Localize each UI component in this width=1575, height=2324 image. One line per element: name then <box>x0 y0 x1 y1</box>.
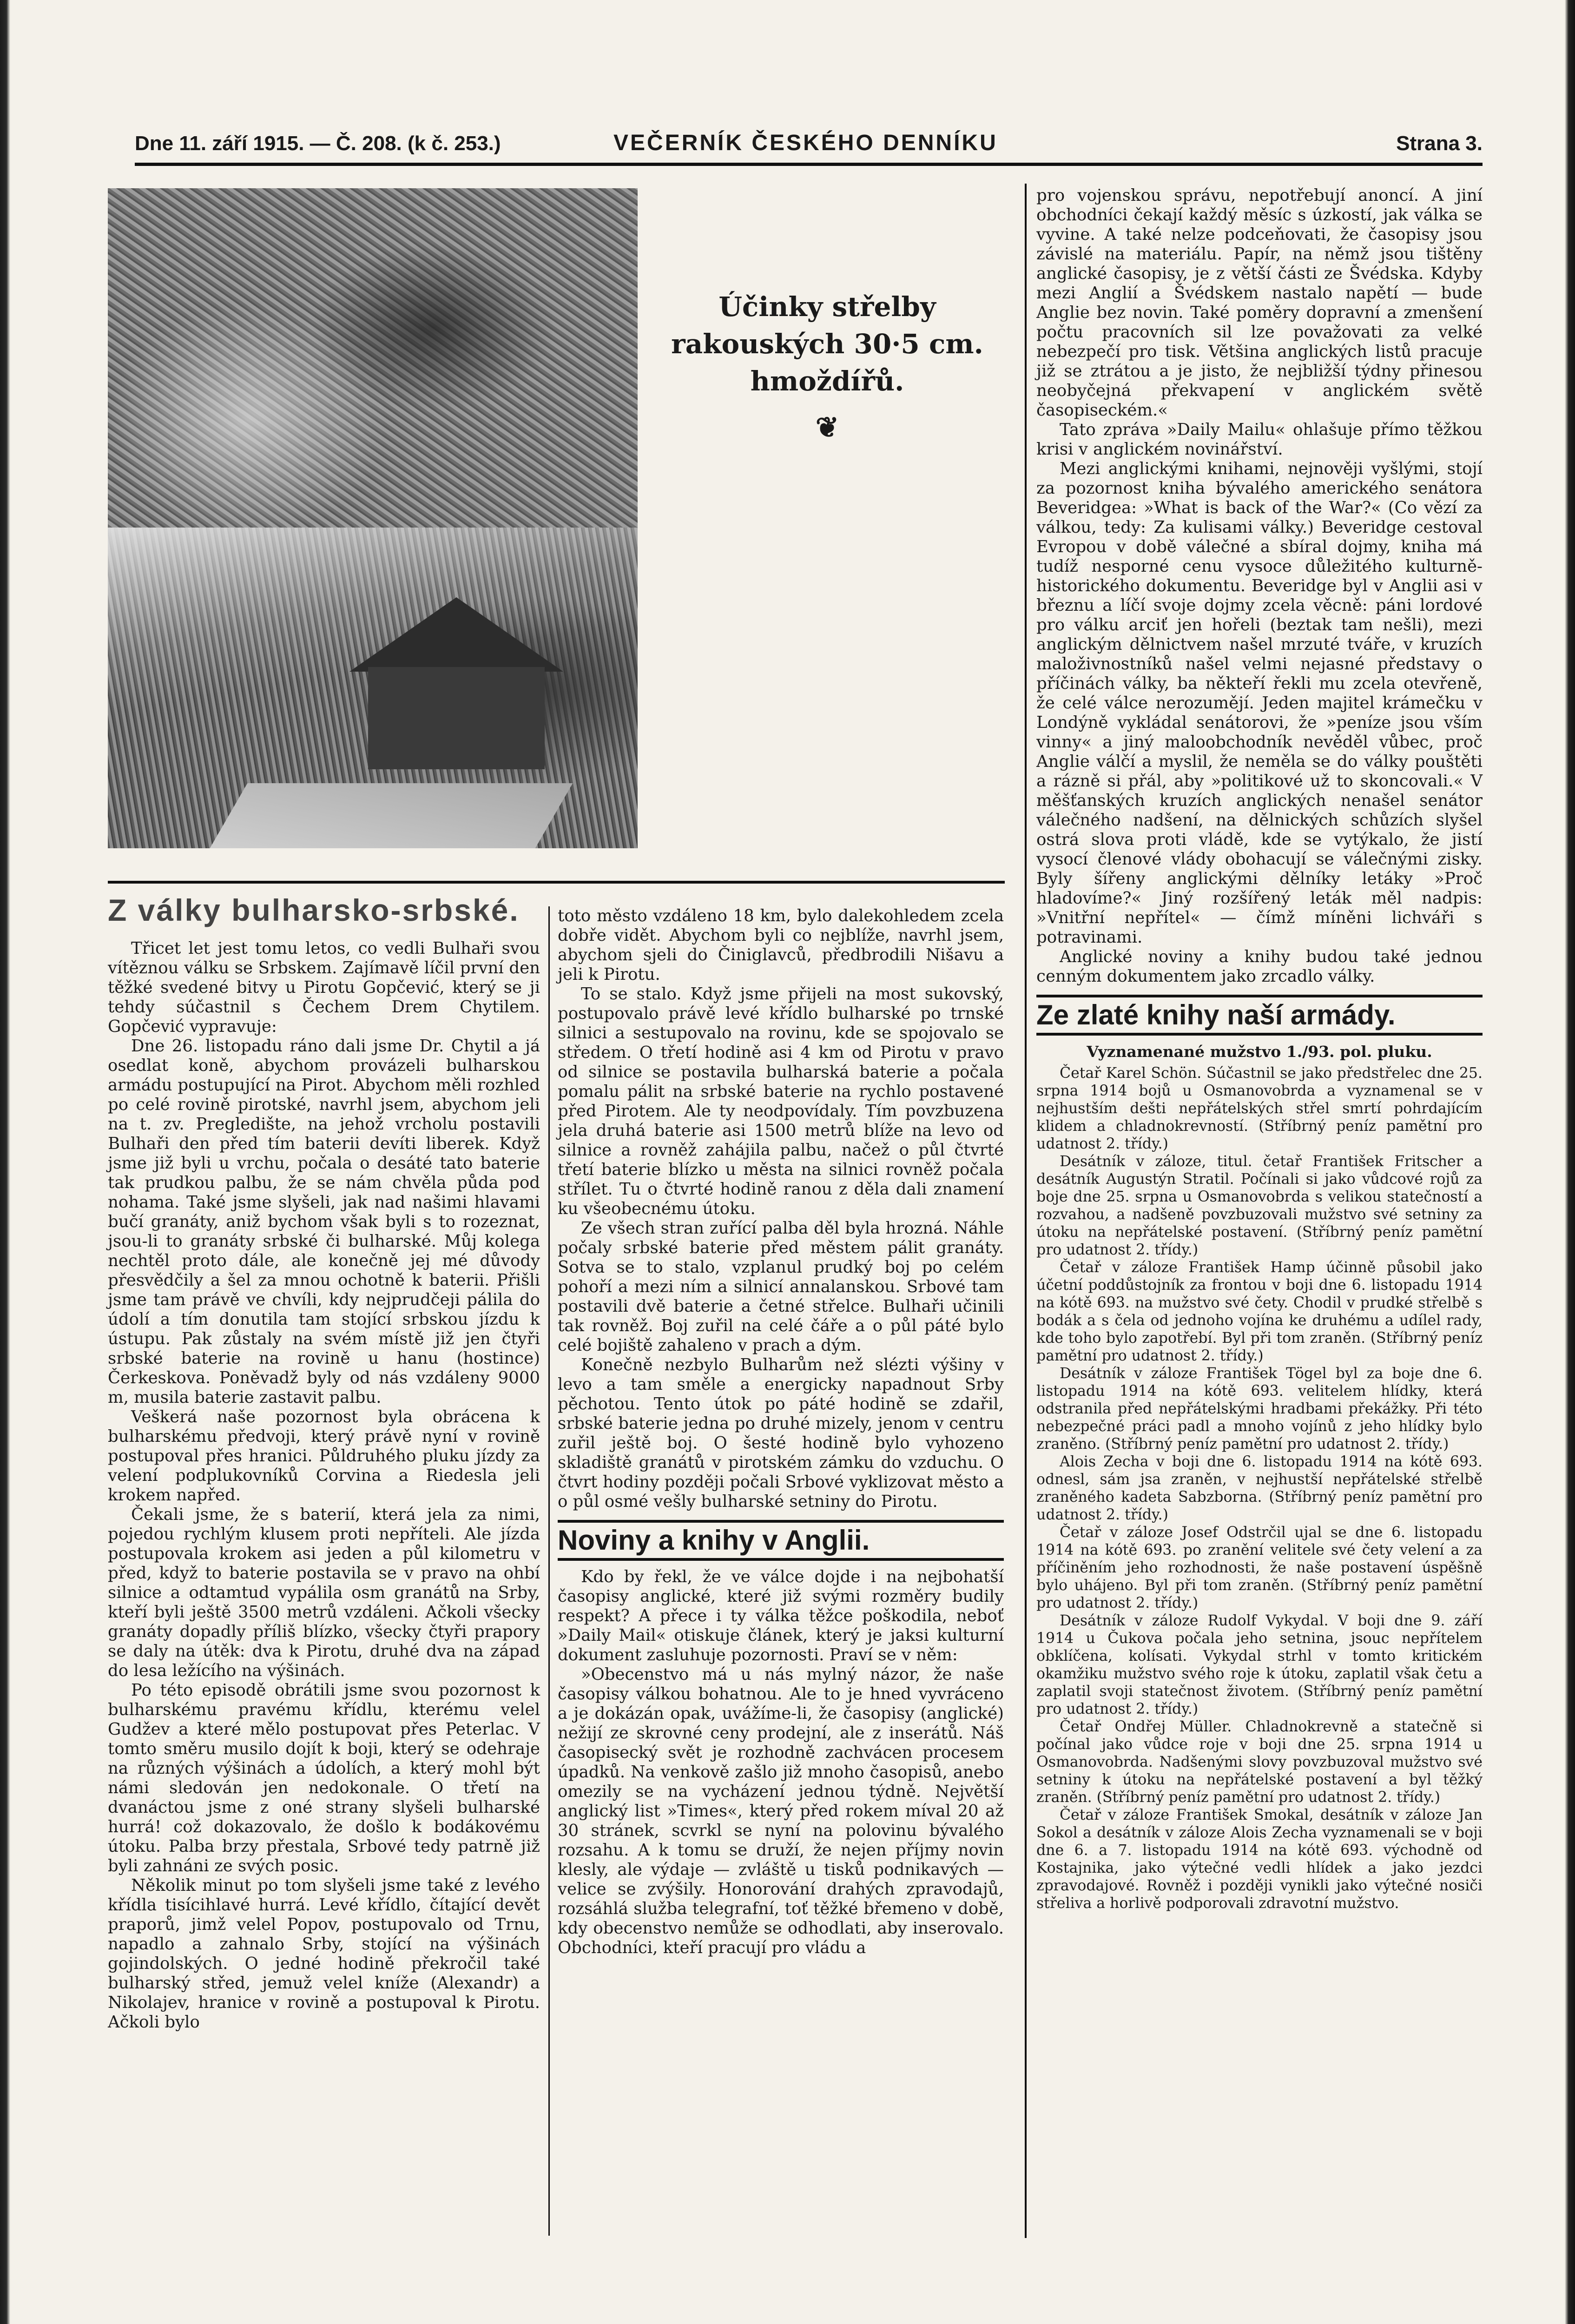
photo-house-shape <box>368 667 545 769</box>
masthead <box>135 130 1483 166</box>
section-divider <box>108 881 1005 884</box>
article-paragraph: Konečně nezbylo Bulharům než slézti výšiny v levo a tam směle a energicky napadnout Srby pěchotou. Tento útok po páté hodině se zdařil, srbské baterie jedna po druhé mizely, jenom v centru zuřil ještě boj. O šesté hodině bylo vyhozeno skladiště granátů v pirotském zámku do vzduchu. O čtvrt hodiny později počali Srbové vyklizovat město a o půl osmé vešly bulharské setniny do Pirotu. <box>558 1355 1004 1511</box>
issue-date: Dne 11. září 1915. — Č. 208. (k č. 253.) <box>135 132 501 155</box>
article-paragraph: Čekali jsme, že s baterií, která jela za nimi, pojedou rychlým klusem proti nepříteli. Ale jízda postupovala krokem asi jeden a půl kilometru v před, když to baterie postavila se v pravo na ohbí silnice a odtamtud vypálila osm granátů na Srby, kteří byli ještě 3500 metrů vzdáleni. Ačkoli všecky granáty dopadly příliš blízko, všecky čtyři prapory se daly na útěk: dva k Pirotu, druhé dva na západ do lesa ležícího na výšinách. <box>108 1505 540 1680</box>
article-title: Ze zlaté knihy naší armády. <box>1036 995 1483 1036</box>
honor-entry: Četař Ondřej Müller. Chladnokrevně a statečně si počínal jako vůdce roje v boji dne 25. srpna 1914 u Osmanovobrda. Nadšenými slovy povzbuzoval mužstvo své setniny k útoku na nepřátelské postavení a byl těžký zraněn. (Stříbrný peníz pamětní pro udatnost 2. třídy.) <box>1036 1718 1483 1806</box>
article-paragraph: Dne 26. listopadu ráno dali jsme Dr. Chytil a já osedlat koně, abychom provázeli bulharskou armádu postupující na Pirot. Abychom měli rozhled po celé rovině pirotské, navrhl jsem, abychom jeli na t. zv. Pregledište, na jehož vrcholu postavili Bulhaři den před tím baterii devíti liberek. Když jsme již byli u vrchu, počala o desáté tato baterie tak prudkou palbu, že se nám chvěla půda pod nohama. Také jsme slyšeli, jak nad našimi hlavami bučí granáty, aniž bychom však byli s to rozeznat, jsou-li to granáty srbské či bulharské. Můj kolega nechtěl proto dále, ale konečně jej mé důvody přesvědčily a šel za mnou ochotně k baterii. Přišli jsme tam právě ve chvíli, kdy nejprudčeji pálila do údolí a tím donutila tam stojící srbskou jízdu k ústupu. Pak zůstaly na svém místě již jen čtyři srbské baterie na rovině u hanu (hostince) Čerkeskova. Poněvadž byly od nás vzdáleny 9000 m, musila baterie zastavit palbu. <box>108 1037 540 1407</box>
honor-entry: Četař v záloze František Hamp účinně působil jako účetní poddůstojník za frontou v boji dne 6. listopadu 1914 na kótě 693. na mužstvo své čety. Chodil v prudké střelbě s bodák a s čela od jednoho vojína ke druhému a udílel rady, kde toho bylo zapotřebí. Byl při tom zraněn. (Stříbrný peníz pamětní pro udatnost 2. třídy.) <box>1036 1259 1483 1364</box>
article-paragraph: Tato zpráva »Daily Mailu« ohlašuje přímo těžkou krisi v anglickém novinářství. <box>1036 420 1483 459</box>
article-paragraph: Anglické noviny a knihy budou také jednou cenným dokumentem jako zrcadlo války. <box>1036 947 1483 986</box>
honor-entry: Četař v záloze František Smokal, desátník v záloze Jan Sokol a desátník v záloze Alois Zecha vyznamenali se v boji dne 6. a 7. listopadu 1914 na kótě 693. východně od Kostajnika, jako výtečné vedli hlídek a jako jezdci zpravodajové. Rovněž i později vynikli jako výtečné nosiči střeliva a horlivě podporovali zdravotní mužstvo. <box>1036 1807 1483 1912</box>
article-paragraph: Třicet let jest tomu letos, co vedli Bulhaři svou vítěznou válku se Srbskem. Zajímavě líčil první den těžké svedené bitvy u Pirotu Gopčević, který se ji tehdy súčastnil s Čechem Drem Chytilem. Gopčević vypravuje: <box>108 939 540 1036</box>
column-rule <box>548 906 550 2236</box>
caption-line: Účinky střelby <box>718 291 936 323</box>
honor-entry: Četař v záloze Josef Odstrčil ujal se dne 6. listopadu 1914 na kótě 693. po zranění velitele své čety velení a za příčiněním jeho rozhodnosti, že naše postavení úspěšně bylo uhájeno. Byl při tom zraněn. (Stříbrný peníz pamětní pro udatnost 2. třídy.) <box>1036 1524 1483 1611</box>
article-paragraph: Po této episodě obrátili jsme svou pozornost k bulharskému pravému křídlu, kterému velel Gudžev a které mělo postupovat přes Peterlac. V tomto směru musilo dojít k boji, který se odehraje na různých výšinách a údolích, a který mohl být námi sledován jen nedokonale. O třetí na dvanáctou jsme z oné strany slyšeli bulharské hurrá! což dokazovalo, že došlo k bodákovému útoku. Palba brzy přestala, Srbové tedy patrně již byli zahnáni ze svých posic. <box>108 1681 540 1875</box>
article-title: Z války bulharsko-srbské. <box>108 893 520 927</box>
article-column-2 <box>558 906 1004 1958</box>
page-number: Strana 3. <box>1396 132 1483 155</box>
article-paragraph: Mezi anglickými knihami, nejnověji vyšlými, stojí za pozornost kniha bývalého amerického senátora Beveridgea: »What is back of the War?« (Co vězí za válkou, tedy: Za kulisami války.) Beveridge cestoval Evropou v době válečné a sbíral dojmy, kniha má tudíž nesporné cenu vysoce důležitého kulturně-historického dokumentu. Beveridge byl v Anglii asi v březnu a líčí svoje dojmy zcela věcně: páni lordové pro válku arciť jen hořeli (beztak tam nešli), mezi anglickým dělnictvem našel mrzuté tváře, v kruzích maloživnostníků našel velmi nejasné představy o příčinách války, ba někteří řekli mu zcela otevřeně, že celé válce nerozumějí. Jeden majitel krámečku v Londýně vykládal senátorovi, že »peníze jsou vším vinny« a jiný maloobchodník nevěděl vůbec, proč Anglie válčí a myslil, že neměla se do války pouštěti a rázně si přál, aby »politikové už to skoncovali.« V měšťanských kruzích anglických nenašel senátor válečného nadšení, na dělnických schůzích slyšel ostrá slova proti vládě, kde se vytýkalo, že jistí vysocí členové vlády obohacují se válečnými zisky. Byly šířeny anglickými dělníky letáky »Proč hladovíme?« Jiný rozšířený leták měl nadpis: »Vnitřní nepřítel« — čímž míněni lichváři s potravinami. <box>1036 459 1483 947</box>
article-column-3 <box>1036 186 1483 1912</box>
article-paragraph: Několik minut po tom slyšeli jsme také z levého křídla tisícihlavé hurrá. Levé křídlo, čítající devět praporů, jimž velel Popov, postupovalo od Trnu, napadlo a zahnalo Srby, stojící na výšinách gojindolských. O jedné hodině překročil také bulharský střed, jemuž velel kníže (Alexandr) a Nikolajev, hranice v rovině a postupoval k Pirotu. Ačkoli bylo <box>108 1876 540 2032</box>
article-title: Noviny a knihy v Anglii. <box>558 1520 1004 1561</box>
article-paragraph: »Obecenstvo má u nás mylný názor, že naše časopisy válkou bohatnou. Ale to je hned vyvráceno a je dokázán opak, uvážíme-li, že časopisy (anglické) nežijí ze skrovné ceny prodejní, ale z inserátů. Náš časopisecký svět je rozhodně zachvácen procesem úpadků. Na venkově zašlo již mnoho časopisů, anebo omezily se na vycházení jednou týdně. Největší anglický list »Times«, který před rokem míval 20 až 30 stránek, scvrkl se nyní na polovinu bývalého rozsahu. A k tomu se druží, že nejen příjmy novin klesly, ale výdaje — zvláště u tisků podnikavých — velice se zvýšily. Honorování drahých zpravodajů, rozsáhlá služba telegrafní, toť těžké břemeno v době, kdy obecenstvo nemůže se odhodlati, aby inserovalo. Obchodníci, kteří pracují pro vládu a <box>558 1665 1004 1957</box>
article-paragraph: pro vojenskou správu, nepotřebují anoncí. A jiní obchodníci čekají každý měsíc s úzkostí, jak válka se vyvine. A také nelze podceňovati, že časopisy jsou závislé na materiálu. Papír, na němž jsou tištěny anglické časopisy, je z větší části ze Švédska. Kdyby mezi Anglií a Švédskem nastalo napětí — bude Anglie bez novin. Také poměry dopravní a zmenšení počtu pracovních sil lze považovati za velké nebezpečí pro tisk. Většina anglických listů pracuje již se ztrátou a je jisto, že nejbližší týdny přinesou neobyčejná překvapení v anglickém světě časopiseckém.« <box>1036 186 1483 420</box>
column-rule <box>1025 184 1027 2238</box>
honor-entry: Desátník v záloze František Tögel byl za boje dne 6. listopadu 1914 na kótě 693. velitelem hlídky, která odstranila před nepřátelskými hradbami překážky. Při této nebezpečné práci padl a mnoho vojínů z jeho hlídky bylo zraněno. (Stříbrný peníz pamětní pro udatnost 2. třídy.) <box>1036 1365 1483 1452</box>
article-column-1 <box>108 939 540 2032</box>
photo-upper-panel <box>108 188 638 528</box>
caption-line: hmoždířů. <box>750 365 904 397</box>
ornament-icon: ❦ <box>815 411 839 444</box>
honors-list <box>1036 1064 1483 1912</box>
honor-entry: Desátník v záloze, titul. četař František Fritscher a desátník Augustýn Stratil. Počínali si jako vůdcové rojů za boje dne 25. srpna u Osmanovobrda s velikou statečností a rozvahou, a nadšeně povzbuzovali mužstvo své setniny za útoku na nepřátelské postavení. (Stříbrný peníz pamětní pro udatnost 2. třídy.) <box>1036 1153 1483 1258</box>
article-paragraph: Ze všech stran zuřící palba děl byla hrozná. Náhle počaly srbské baterie před městem pálit granáty. Sotva se to stalo, vzplanul prudký boj po celém pohoří a mezi ním a silnicí annalanskou. Srbové tam postavili dvě baterie a četné střelce. Bulhaři učinili tak rovněž. Boj zuřil na celé čáře a o půl páté bylo celé bojiště zahaleno v prach a dým. <box>558 1219 1004 1355</box>
article-paragraph: Kdo by řekl, že ve válce dojde i na nejbohatší časopisy anglické, které již svými rozměry budily respekt? A přece i ty válka těžce poškodila, neboť »Daily Mail« otiskuje článek, který je jaksi kulturní dokument zasluhuje pozornosti. Praví se v něm: <box>558 1567 1004 1664</box>
honor-entry: Četař Karel Schön. Súčastnil se jako předstřelec dne 25. srpna 1914 bojů u Osmanovobrda a vyznamenal se v nejhustším dešti nepřátelských střel smrtí pohrdajícím klidem a chladnokrevností. (Stříbrný peníz pamětní pro udatnost 2. třídy.) <box>1036 1065 1483 1152</box>
caption-line: rakouských 30·5 cm. <box>671 328 983 360</box>
article-paragraph: toto město vzdáleno 18 km, bylo dalekohledem zcela dobře vidět. Abychom byli co nejblíže, navrhl jsem, abychom sjeli do Činiglavců, předbrodili Nišavu a jeli k Pirotu. <box>558 906 1004 984</box>
honor-entry: Desátník v záloze Rudolf Vykydal. V boji dne 9. září 1914 u Čukova počala jeho setnina, jsouc nepřítelem obklíčena, kolísati. Vykydal strhl v tomto kritickém okamžiku mužstvo svého roje k útoku, zaplatil však četu a zaplatil svoji statečnost životem. (Stříbrný peníz pamětní pro udatnost 2. třídy.) <box>1036 1612 1483 1717</box>
photo-caption <box>669 288 985 446</box>
mortar-effect-photo <box>108 188 638 848</box>
article-paragraph: Veškerá naše pozornost byla obrácena k bulharskému předvoji, který právě nyní v rovině postupoval přes hranici. Půldruhého pluku jízdy za velení podplukovníků Corvina a Riedesla jeli krokem napřed. <box>108 1407 540 1505</box>
article-paragraph: To se stalo. Když jsme přijeli na most sukovský, postupovalo právě levé křídlo bulharské po trnské silnici a sestupovalo na rovinu, kde se spojovalo se středem. O třetí hodině asi 4 km od Pirotu v pravo od silnice se postavila bulharská baterie a počala pomalu pálit na srbské baterie na rychlo postavené před Pirotem. Ale ty neodpovídaly. Tím povzbuzena jela druhá baterie asi 1500 metrů blíže na levo od silnice a rovněž zahájila palbu, načež o půl čtvrté třetí baterie blízko u města na silnici rovněž počala střílet. Tu o čtvrté hodině ranou z děla dali znamení ku všeobecnému útoku. <box>558 984 1004 1218</box>
newspaper-title: VEČERNÍK ČESKÉHO DENNÍKU <box>613 131 998 155</box>
honor-entry: Alois Zecha v boji dne 6. listopadu 1914 na kótě 693. odnesl, sám jsa zraněn, v nejhustší nepřátelské střelbě zraněného kadeta Sabzborna. (Stříbrný peníz pamětní pro udatnost 2. třídy.) <box>1036 1453 1483 1523</box>
photo-road-shape <box>210 783 573 848</box>
article-subtitle: Vyznamenané mužstvo 1./93. pol. pluku. <box>1087 1043 1432 1061</box>
photo-roof-shape <box>349 597 563 672</box>
